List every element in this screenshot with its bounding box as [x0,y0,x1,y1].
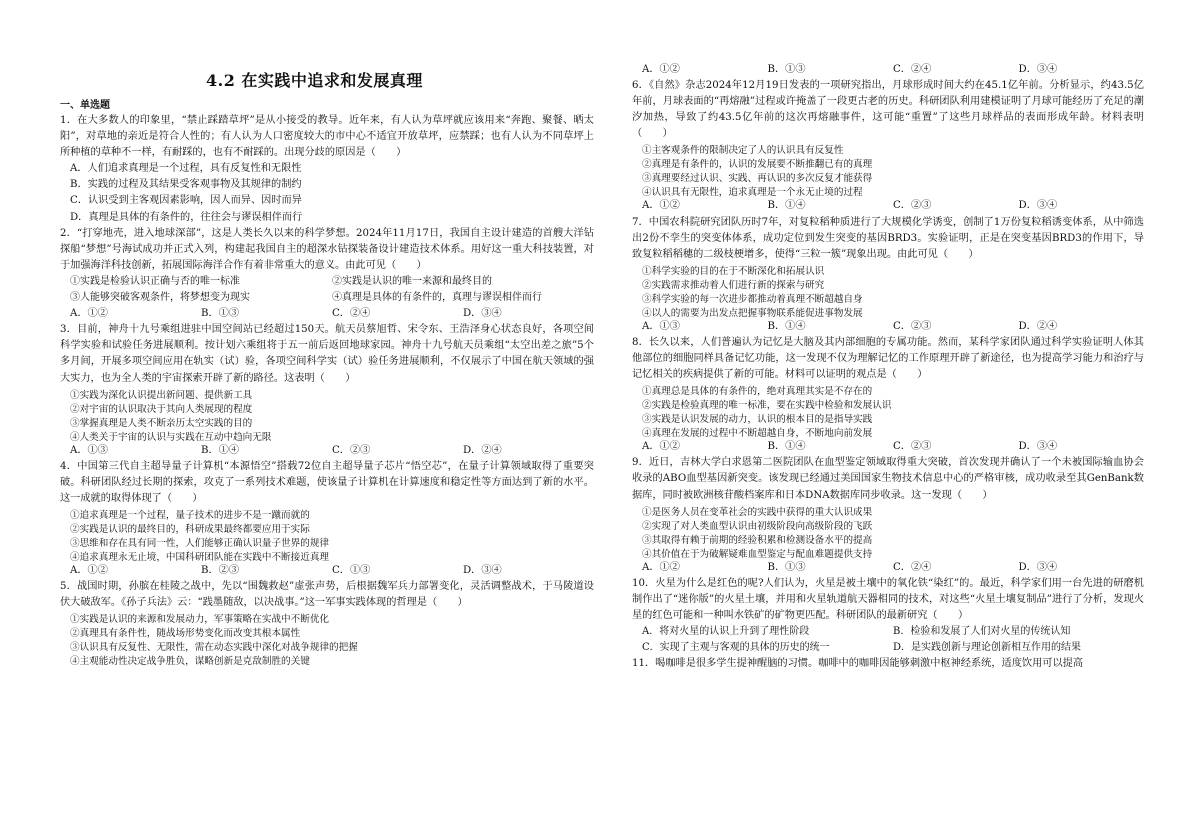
question-10-option-b: B．检验和发展了人们对火星的传统认知 [893,625,1071,637]
question-9-option-c: C．②④ [893,561,932,573]
question-1-choice-c: C．认识受到主客观因素影响，因人而异、因时而异 [70,195,302,207]
question-2-option-a: A．①② [70,308,108,320]
question-4-statement-4: ④追求真理永无止境，中国科研团队能在实践中不断接近真理 [70,551,330,563]
question-2-statement-4: ④真理是具体的有条件的，真理与谬误相伴而行 [332,292,542,304]
question-5-stem: 5．战国时期，孙膑在桂陵之战中，先以“围魏救赵”虚张声势，后根据魏军兵力部署变化，灵活调整战术，于马陵道设伏大破敌军。《孙子兵法》云：“践墨随敌，以决战事。”这一军事实践体现的哲理是（ ） [60,581,594,609]
question-4-statement-3: ③思维和存在具有同一性，人们能够正确认识量子世界的规律 [70,537,330,549]
question-5-option-a: A．①② [642,64,680,75]
question-8-option-d: D．③④ [1018,441,1058,453]
question-6-statement-2: ②真理是有条件的，认识的发展要不断推翻已有的真理 [642,159,873,171]
question-6-option-c: C．②③ [893,200,932,212]
question-5-statement-1: ①实践是认识的来源和发展动力，军事策略在实战中不断优化 [70,614,330,626]
question-3-statement-1: ①实践为深化认识提出新问题、提供新工具 [70,389,253,401]
question-2-statement-3: ③人能够突破客观条件，将梦想变为现实 [70,292,250,304]
question-8-option-b: B．①④ [767,441,806,453]
question-7-statement-1: ①科学实验的目的在于不断深化和拓展认识 [642,265,825,277]
question-5-option-d: D．③④ [1018,64,1058,75]
question-5-statement-3: ③认识具有反复性、无限性，需在动态实践中深化对战争规律的把握 [70,642,358,654]
question-3-statement-2: ②对宇宙的认识取决于其向人类展现的程度 [70,403,253,415]
question-2-stem: 2．“打穿地壳，进入地球深部”，这是人类长久以来的科学梦想。2024年11月17日，我国自主设计建造的首艘大洋钻探船“梦想”号海试成功并正式入列，构建起我国自主的超深水钻探装备设计建造技术体系。用好这一重大科技装置，对于加强海洋科技创新，拓展国际海洋合作有着非常重大的意义。由此可见（ ） [60,227,594,271]
question-2-statement-1: ①实践是检验认识正确与否的唯一标准 [70,275,240,287]
question-3-option-d: D．②④ [463,444,502,456]
question-9-option-d: D．③④ [1018,561,1058,573]
question-7-option-d: D．②④ [1018,320,1058,332]
question-4-option-b: B．②③ [201,564,240,576]
question-4-stem: 4．中国第三代自主超导量子计算机“本源悟空”搭载72位自主超导量子芯片“悟空芯”，在量子计算领域取得了重要突破。科研团队经过长期的探索，攻克了一系列技术难题，使该量子计算机在计算速度和稳定性等方面达到了新的水平。这一成就的取得体现了（ ） [60,460,594,504]
question-7-statement-4: ④以人的需要为出发点把握事物联系能促进事物发展 [642,307,863,319]
question-4-statement-1: ①追求真理是一个过程，量子技术的进步不是一蹴而就的 [70,509,310,521]
question-2-option-b: B．①③ [201,308,240,320]
question-7-statement-3: ③科学实验的每一次进步都推动着真理不断超越自身 [642,293,863,305]
question-9-stem: 9．近日，吉林大学白求恩第二医院团队在血型鉴定领域取得重大突破，首次发现并确认了一个未被国际输血协会收录的ABO血型基因新突变。该发现已经通过美国国家生物技术信息中心的严格审核，成功收录至其GenBank数据库，同时被欧洲核苷酸档案库和日本DNA数据库同步收录。这一发现（ ） [632,457,1144,501]
question-8-stem: 8．长久以来，人们普遍认为记忆是大脑及其内部细胞的专属功能。然而，某科学家团队通过科学实验证明人体其他部位的细胞同样具备记忆功能，这一发现不仅为理解记忆的工作原理开辟了新途径，也为提高学习能力和治疗与记忆相关的疾病提供了新的可能。材料可以证明的观点是（ ） [632,336,1144,381]
question-8-statement-4: ④真理在发展的过程中不断超越自身，不断地向前发展 [642,428,873,440]
question-9-statement-1: ①是医务人员在变革社会的实践中获得的重大认识成果 [642,506,873,518]
question-2-option-c: C．②④ [332,308,371,320]
question-8-statement-2: ②实践是检验真理的唯一标准，要在实践中检验和发展认识 [642,400,892,412]
question-5-statement-4: ④主观能动性决定战争胜负，谋略创新是克敌制胜的关键 [70,656,310,668]
question-9-option-b: B．①③ [767,561,806,573]
question-9-statement-3: ③其取得有赖于前期的经验积累和检测设备水平的提高 [642,534,873,546]
question-1-stem: 1．在大多数人的印象里，“禁止踩踏草坪”是从小接受的教导。近年来，有人认为草坪就应该用来“奔跑、聚餐、晒太阳”，对草地的亲近是符合人性的；有人认为人口密度较大的市中心不适宜开放草坪，应禁踩；也有人认为不同草坪上所种植的草种不一样，有耐踩的，也有不耐踩的。出现分歧的原因是（ ） [60,115,594,159]
question-5-option-b: B．①③ [767,64,806,75]
question-6-statement-4: ④认识具有无限性，追求真理是一个永无止境的过程 [642,187,863,199]
question-8-option-c: C．②③ [893,441,932,453]
question-7-option-c: C．②③ [893,320,932,332]
question-4-option-a: A．①② [70,564,108,576]
question-7-stem: 7．中国农科院研究团队历时7年，对复粒稻种质进行了大规模化学诱变，创制了1万份复粒稻诱变体系，从中筛选出2份不孪生的突变体体系，成功定位到发生突变的基因BRD3。实验证明，正是在突变基因BRD3的作用下，导致复粒稻稻穗的二级枝梗增多，使得“三粒一簇”现象出现。由此可见（ ） [632,216,1144,260]
question-8-statement-1: ①真理总是具体的有条件的，绝对真理其实是不存在的 [642,386,873,398]
question-1-choice-b: B．实践的过程及其结果受客观事物及其规律的制约 [70,179,302,191]
left-column [60,68,594,667]
question-10-option-a: A．将对火星的认识上升到了理性阶段 [642,625,810,637]
question-7-statement-2: ②实践需求推动着人们进行新的探索与研究 [642,279,825,291]
question-4-statement-2: ②实践是认识的最终目的，科研成果最终都要应用于实际 [70,523,310,535]
question-6-statement-3: ③真理要经过认识、实践、再认识的多次反复才能获得 [642,173,873,185]
question-9-statement-4: ④其价值在于为破解疑难血型鉴定与配血难题提供支持 [642,548,873,560]
question-10-option-c: C．实现了主观与客观的具体的历史的统一 [642,642,830,654]
question-10-stem: 10．火星为什么是红色的呢?人们认为，火星是被土壤中的氧化铁“染红”的。最近，科学家们用一台先进的研磨机制作出了“迷你版”的火星土壤，并用和火星轨道航天器相同的技术，对这些“火星土壤复制品”进行了分析，发现火星的红色可能和一种叫水铁矿的矿物更匹配。科研团队的最新研究（ ） [632,577,1144,621]
question-6-statement-1: ①主客观条件的限制决定了人的认识具有反复性 [642,145,844,157]
question-7-option-b: B．①④ [767,320,806,332]
question-5-statement-2: ②真理具有条件性，随战场形势变化而改变其根本属性 [70,628,301,640]
question-6-option-d: D．③④ [1018,200,1058,212]
question-5-option-c: C．②④ [893,64,932,75]
question-3-statement-3: ③掌握真理是人类不断亲历太空实践的目的 [70,417,253,429]
question-7-option-a: A．①③ [642,320,680,332]
question-3-option-a: A．①③ [70,444,108,456]
page-title: 4.2 在实践中追求和发展真理 [206,71,423,90]
question-3-stem: 3．目前，神舟十九号乘组进驻中国空间站已经超过150天。航天员蔡旭哲、宋令东、王浩泽身心状态良好，各项空间科学实验和试验任务进展顺利。按计划六乘组将于五一前后返回地球家园。神舟十九号航天员乘组“太空出差之旅”5个多月间，开展多项空间应用在轨实（试）验，各项空间科学实（试）验任务进展顺利，不仅展示了中国在航天领域的强大实力，也为全人类的宇宙探索开辟了新的路径。这表明（ ） [60,324,594,384]
question-11-stem: 11．喝咖啡是很多学生提神醒脑的习惯。咖啡中的咖啡因能够刺激中枢神经系统，适度饮用可以提高 [632,658,1084,670]
question-6-option-a: A．①② [642,200,680,212]
question-2-statement-2: ②实践是认识的唯一来源和最终目的 [332,275,492,287]
section-heading: 一、单选题 [60,100,110,111]
question-9-option-a: A．①② [642,561,680,573]
question-10-option-d: D．是实践创新与理论创新相互作用的结果 [893,642,1082,654]
question-2-option-d: D．③④ [463,308,502,320]
question-8-option-a: A．①② [642,441,680,453]
question-9-statement-2: ②实现了对人类血型认识由初级阶段向高级阶段的飞跃 [642,520,873,532]
question-3-option-b: B．①④ [201,444,240,456]
question-6-option-b: B．①④ [767,200,806,212]
question-3-option-c: C．②③ [332,444,371,456]
question-1-choice-d: D．真理是具体的有条件的，往往会与谬误相伴而行 [70,211,303,223]
question-8-statement-3: ③实践是认识发展的动力，认识的根本目的是指导实践 [642,414,873,426]
question-3-statement-4: ④人类关于宇宙的认识与实践在互动中趋向无限 [70,431,272,443]
question-4-option-c: C．①③ [332,564,371,576]
question-1-choice-a: A．人们追求真理是一个过程，具有反复性和无限性 [70,163,302,175]
question-6-stem: 6．《自然》杂志2024年12月19日发表的一项研究指出，月球形成时间大约在45.1亿年前。分析显示，约43.5亿年前，月球表面的“再熔融”过程或许掩盖了一段更古老的历史。科研团队利用建模证明了月球可能经历了充足的潮汐加热，导致了约43.5亿年前的这次再熔融事件，这可能“重置”了这些月球样品的表面形成年龄。材料表明（ ） [632,80,1144,140]
right-column [632,62,1144,672]
question-4-option-d: D．③④ [463,564,502,576]
